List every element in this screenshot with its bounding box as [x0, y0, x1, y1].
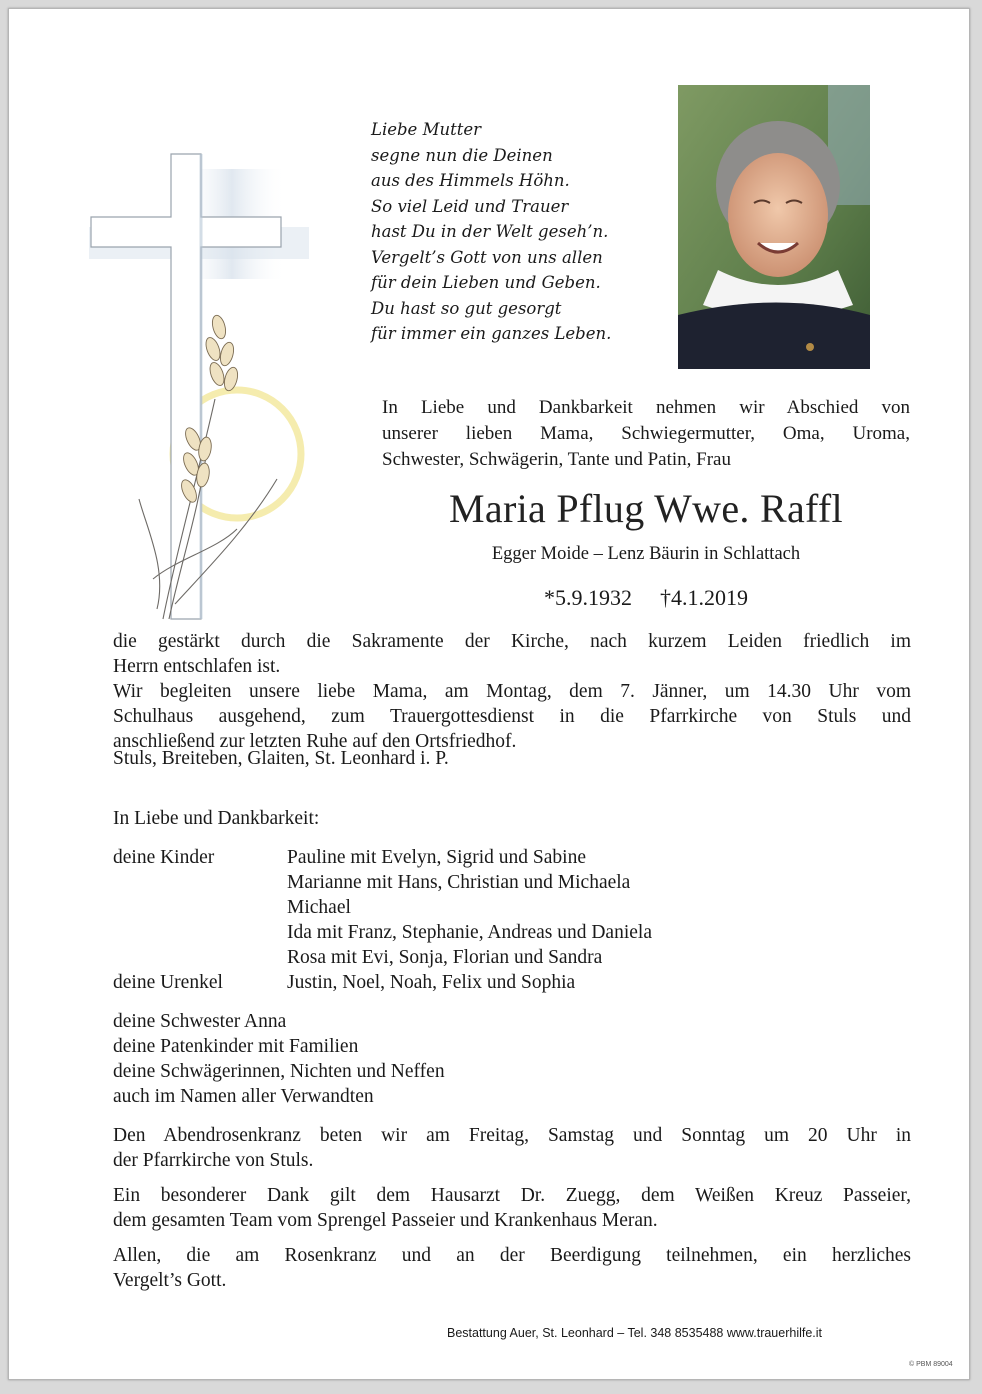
poem-line: Du hast so gut gesorgt [371, 298, 562, 318]
relative-line: deine Schwägerinnen, Nichten und Neffen [113, 1061, 445, 1082]
text-line: Ein besonderer Dank gilt dem Hausarzt Dr. Zuegg, dem Weißen Kreuz Passeier, [113, 1185, 911, 1206]
gratitude-heading: In Liebe und Dankbarkeit: [113, 808, 320, 829]
children-names [287, 845, 652, 970]
places: Stuls, Breiteben, Glaiten, St. Leonhard i. P. [113, 748, 449, 769]
copyright-mark: © PBM 89004 [909, 1361, 953, 1368]
death-date: †4.1.2019 [660, 585, 748, 610]
child-family: Pauline mit Evelyn, Sigrid und Sabine [287, 847, 586, 868]
great-grandchildren-group [113, 970, 911, 995]
poem-line: aus des Himmels Höhn. [371, 171, 570, 190]
thanks-paragraph [113, 1183, 911, 1233]
poem-line: Vergelt’s Gott von uns allen [371, 247, 603, 267]
poem [371, 117, 611, 347]
relatives-list [113, 1009, 911, 1109]
text-line: Herrn entschlafen ist. [113, 656, 281, 677]
closing-paragraph [113, 1243, 911, 1293]
text-line: Allen, die am Rosenkranz und an der Beerdigung teilnehmen, ein herzliches [113, 1245, 911, 1266]
poem-line: hast Du in der Welt geseh’n. [371, 222, 609, 241]
relative-line: deine Schwester Anna [113, 1011, 287, 1032]
intro-line: In Liebe und Dankbarkeit nehmen wir Abschied von [382, 397, 910, 418]
poem-line: für dein Lieben und Geben. [371, 273, 601, 292]
funeral-home-footer: Bestattung Auer, St. Leonhard – Tel. 348 8535488 www.trauerhilfe.it [447, 1326, 823, 1340]
children-group [113, 845, 911, 970]
intro-line: unserer lieben Mama, Schwiegermutter, Oma, Uroma, [382, 423, 910, 444]
child-family: Marianne mit Hans, Christian und Michaela [287, 872, 631, 893]
poem-line: segne nun die Deinen [371, 145, 553, 165]
children-label: deine Kinder [113, 847, 215, 868]
cross-wheat-illustration [87, 149, 317, 629]
text-line: der Pfarrkirche von Stuls. [113, 1150, 314, 1171]
poem-line: Liebe Mutter [371, 120, 482, 139]
text-line: anschließend zur letzten Ruhe auf den Ortsfriedhof. [113, 731, 517, 752]
portrait-photo [678, 85, 870, 369]
poem-line: So viel Leid und Trauer [371, 196, 569, 216]
family-list [113, 845, 911, 995]
text-line: Vergelt’s Gott. [113, 1270, 227, 1291]
text-line: dem gesamten Team vom Sprengel Passeier und Krankenhaus Meran. [113, 1210, 658, 1231]
text-line: Wir begleiten unsere liebe Mama, am Montag, dem 7. Jänner, um 14.30 Uhr vom [113, 681, 911, 702]
text-line: Den Abendrosenkranz beten wir am Freitag, Samstag und Sonntag um 20 Uhr in [113, 1125, 911, 1146]
text-line: Schulhaus ausgehend, zum Trauergottesdienst in die Pfarrkirche von Stuls und [113, 706, 911, 727]
text-line: die gestärkt durch die Sakramente der Kirche, nach kurzem Leiden friedlich im [113, 631, 911, 652]
child-family: Ida mit Franz, Stephanie, Andreas und Daniela [287, 922, 652, 943]
relative-line: auch im Namen aller Verwandten [113, 1086, 374, 1107]
intro-line: Schwester, Schwägerin, Tante und Patin, Frau [382, 449, 731, 470]
life-dates [382, 585, 910, 611]
birth-date: *5.9.1932 [544, 585, 632, 610]
announcement-paragraph [113, 629, 911, 754]
child-family: Michael [287, 897, 351, 918]
obituary-card [8, 8, 970, 1380]
relative-line: deine Patenkinder mit Familien [113, 1036, 359, 1057]
deceased-subtitle: Egger Moide – Lenz Bäurin in Schlattach [491, 544, 801, 564]
rosary-paragraph [113, 1123, 911, 1173]
intro-text [382, 395, 910, 473]
great-grandchildren-label: deine Urenkel [113, 972, 223, 993]
great-grandchildren-names: Justin, Noel, Noah, Felix und Sophia [287, 972, 576, 993]
deceased-name: Maria Pflug Wwe. Raffl [449, 486, 843, 531]
child-family: Rosa mit Evi, Sonja, Florian und Sandra [287, 947, 603, 968]
poem-line: für immer ein ganzes Leben. [371, 324, 612, 343]
